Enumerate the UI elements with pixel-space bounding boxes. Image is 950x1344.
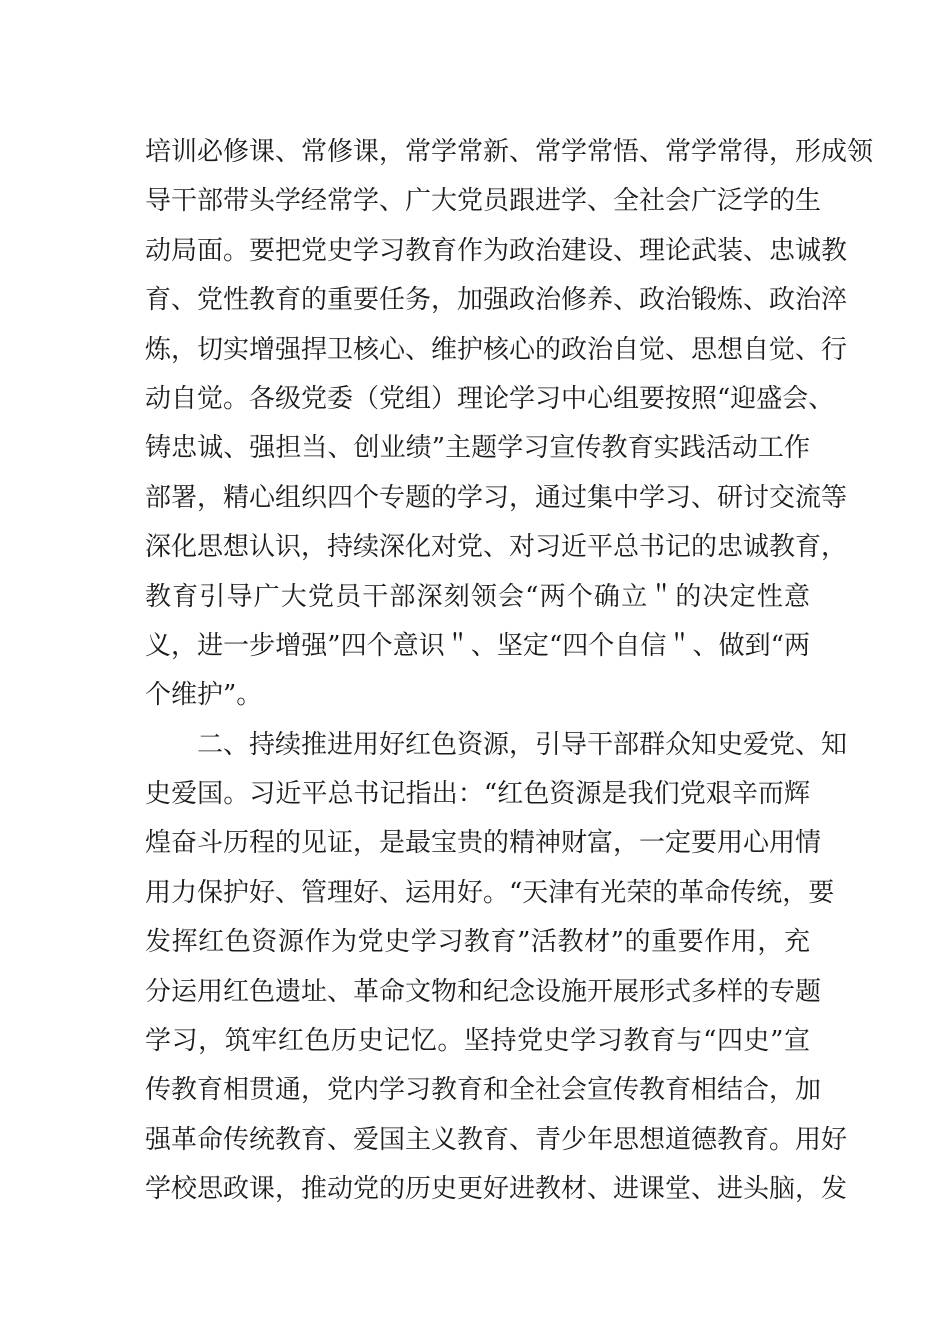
text-line: 动局面。要把党史学习教育作为政治建设、理论武装、忠诚教 [145, 235, 848, 266]
text-line: 个维护”。 [145, 680, 263, 711]
text-line: 史爱国。习近平总书记指出：“红色资源是我们党艰辛而辉 [145, 779, 810, 810]
text-line: 煌奋斗历程的见证，是最宝贵的精神财富，一定要用心用情 [145, 828, 822, 859]
text-line: 动自觉。各级党委（党组）理论学习中心组要按照“迎盛会、 [145, 383, 835, 414]
body-text [145, 128, 874, 1215]
text-line: 强革命传统教育、爱国主义教育、青少年思想道德教育。用好 [145, 1124, 848, 1155]
text-line: 发挥红色资源作为党史学习教育”活教材”的重要作用，充 [145, 927, 810, 958]
text-line: 义，进一步增强”四个意识＂、坚定“四个自信＂、做到“两 [145, 630, 810, 661]
text-line: 培训必修课、常修课，常学常新、常学常悟、常学常得，形成领 [145, 137, 874, 167]
text-line: 分运用红色遗址、革命文物和纪念设施开展形式多样的专题 [145, 976, 822, 1007]
text-line: 深化思想认识，持续深化对党、对习近平总书记的忠诚教育， [145, 532, 848, 563]
text-line: 炼，切实增强捍卫核心、维护核心的政治自觉、思想自觉、行 [145, 334, 848, 365]
text-line: 学习，筑牢红色历史记忆。坚持党史学习教育与“四史”宣 [145, 1026, 810, 1057]
text-line: 传教育相贯通，党内学习教育和全社会宣传教育相结合，加 [145, 1075, 822, 1106]
text-line: 教育引导广大党员干部深刻领会“两个确立＂的决定性意 [145, 581, 810, 612]
text-line: 铸忠诚、强担当、创业绩”主题学习宣传教育实践活动工作 [145, 433, 810, 464]
text-line: 育、党性教育的重要任务，加强政治修养、政治锻炼、政治淬 [145, 285, 848, 316]
text-line: 用力保护好、管理好、运用好。“天津有光荣的革命传统，要 [145, 877, 835, 908]
text-line: 学校思政课，推动党的历史更好进教材、进课堂、进头脑，发 [145, 1174, 848, 1205]
text-line: 导干部带头学经常学、广大党员跟进学、全社会广泛学的生 [145, 186, 822, 217]
section-heading-line: 二、持续推进用好红色资源，引导干部群众知史爱党、知 [197, 729, 848, 760]
text-line: 部署，精心组织四个专题的学习，通过集中学习、研讨交流等 [145, 482, 848, 513]
